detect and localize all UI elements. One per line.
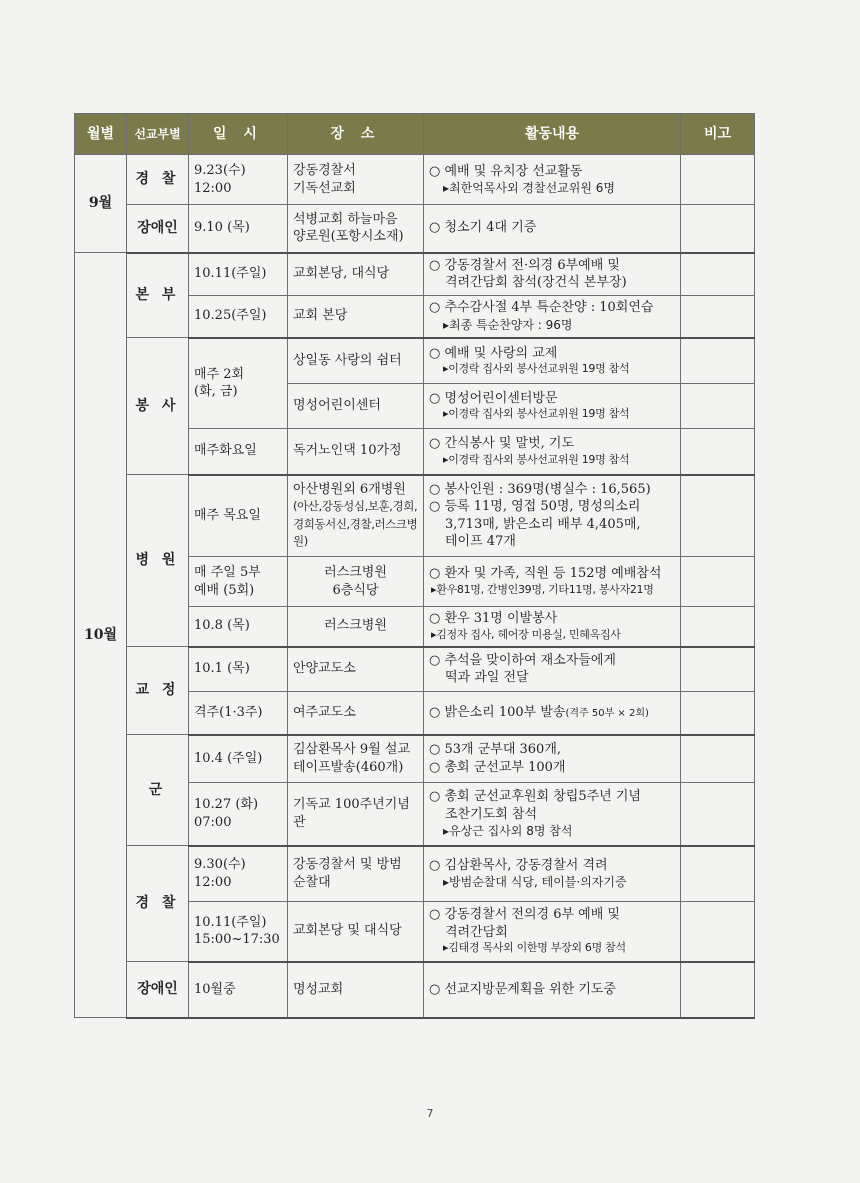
table-row <box>75 338 755 384</box>
place-cell: 기독교 100주년기념관 <box>288 783 424 846</box>
note-cell <box>681 205 755 253</box>
header-datetime: 일 시 <box>189 114 288 155</box>
note-cell <box>681 962 755 1018</box>
activity-cell: ○ 53개 군부대 360개, ○ 총회 군선교부 100개 <box>424 735 681 783</box>
activity-cell: ○ 환자 및 가족, 직원 등 152명 예배참석 ▸환우81명, 간병인39명, 기타11명, 봉사자21명 <box>424 557 681 607</box>
date-cell: 9.23(수) 12:00 <box>189 155 288 205</box>
date-cell: 10월중 <box>189 962 288 1018</box>
note-cell <box>681 902 755 962</box>
date-cell: 10.25(주일) <box>189 296 288 338</box>
table-row <box>75 962 755 1018</box>
activity-cell: ○ 환우 31명 이발봉사 ▸김정자 집사, 헤어장 미용실, 민혜옥집사 <box>424 607 681 647</box>
header-activity: 활동내용 <box>424 114 681 155</box>
date-cell: 격주(1·3주) <box>189 692 288 735</box>
date-cell: 매주화요일 <box>189 429 288 475</box>
note-cell <box>681 384 755 429</box>
date-cell: 매주 2회 (화, 금) <box>189 338 288 429</box>
note-cell <box>681 783 755 846</box>
note-cell <box>681 253 755 296</box>
category-cell: 군 <box>127 735 189 846</box>
activity-cell: ○ 총회 군선교후원회 창립5주년 기념 조찬기도회 참석 ▸유상근 집사외 8명 참석 <box>424 783 681 846</box>
header-category: 선교부별 <box>127 114 189 155</box>
place-cell: 교회본당, 대식당 <box>288 253 424 296</box>
place-cell: 명성교회 <box>288 962 424 1018</box>
activity-cell: ○ 강동경찰서 전의경 6부 예배 및 격려간담회 ▸김태경 목사외 이한명 부장외 6명 참석 <box>424 902 681 962</box>
note-cell <box>681 735 755 783</box>
activity-cell: ○ 강동경찰서 전·의경 6부예배 및 격려간담회 참석(장건식 본부장) <box>424 253 681 296</box>
table-header-row <box>75 114 755 155</box>
category-cell: 교 정 <box>127 647 189 735</box>
note-cell <box>681 846 755 902</box>
activity-cell: ○ 추수감사절 4부 특순찬양 : 10회연습 ▸최종 특순찬양자 : 96명 <box>424 296 681 338</box>
header-note: 비고 <box>681 114 755 155</box>
category-cell: 봉 사 <box>127 338 189 475</box>
activity-cell: ○ 청소기 4대 기증 <box>424 205 681 253</box>
activity-cell: ○ 명성어린이센터방문 ▸이경락 집사외 봉사선교위원 19명 참석 <box>424 384 681 429</box>
note-cell <box>681 296 755 338</box>
place-cell: 석병교회 하늘마음 양로원(포항시소재) <box>288 205 424 253</box>
note-cell <box>681 338 755 384</box>
date-cell: 매주 목요일 <box>189 475 288 557</box>
date-cell: 10.1 (목) <box>189 647 288 692</box>
activity-cell: ○ 추석을 맞이하여 재소자들에게 떡과 과일 전달 <box>424 647 681 692</box>
category-cell: 장애인 <box>127 205 189 253</box>
place-cell: 여주교도소 <box>288 692 424 735</box>
place-cell: 독거노인댁 10가정 <box>288 429 424 475</box>
note-cell <box>681 692 755 735</box>
place-cell: 교회 본당 <box>288 296 424 338</box>
date-cell: 10.8 (목) <box>189 607 288 647</box>
date-cell: 매 주일 5부 예배 (5회) <box>189 557 288 607</box>
date-cell: 10.11(주일) 15:00~17:30 <box>189 902 288 962</box>
table-row <box>75 846 755 902</box>
place-cell: 강동경찰서 기독선교회 <box>288 155 424 205</box>
date-cell: 10.11(주일) <box>189 253 288 296</box>
note-cell <box>681 155 755 205</box>
place-cell: 상일동 사랑의 쉼터 <box>288 338 424 384</box>
place-cell: 강동경찰서 및 방범 순찰대 <box>288 846 424 902</box>
place-cell: 러스크병원 6층식당 <box>288 557 424 607</box>
date-cell: 9.30(수) 12:00 <box>189 846 288 902</box>
date-cell: 10.4 (주일) <box>189 735 288 783</box>
activity-schedule-table <box>74 113 755 1019</box>
category-cell: 병 원 <box>127 475 189 647</box>
activity-cell: ○ 간식봉사 및 말벗, 기도 ▸이경락 집사외 봉사선교위원 19명 참석 <box>424 429 681 475</box>
category-cell: 장애인 <box>127 962 189 1018</box>
place-cell: 김삼환목사 9월 설교 테이프발송(460개) <box>288 735 424 783</box>
category-cell: 본 부 <box>127 253 189 338</box>
header-place: 장 소 <box>288 114 424 155</box>
note-cell <box>681 607 755 647</box>
table-row <box>75 155 755 205</box>
date-cell: 10.27 (화) 07:00 <box>189 783 288 846</box>
note-cell <box>681 557 755 607</box>
activity-cell: ○ 봉사인원 : 369명(병실수 : 16,565) ○ 등록 11명, 영접 50명, 명성의소리 3,713매, 밝은소리 배부 4,405매, 테이프 47개 <box>424 475 681 557</box>
activity-cell: ○ 예배 및 유치장 선교활동 ▸최한억목사외 경찰선교위원 6명 <box>424 155 681 205</box>
place-cell: 교회본당 및 대식당 <box>288 902 424 962</box>
date-cell: 9.10 (목) <box>189 205 288 253</box>
category-cell: 경 찰 <box>127 846 189 962</box>
activity-cell: ○ 밝은소리 100부 발송(격주 50부 × 2회) <box>424 692 681 735</box>
place-cell: 아산병원외 6개병원 (아산,강동성심,보훈,경희, 경희동서신,경찰,러스크병원) <box>288 475 424 557</box>
table-row <box>75 475 755 557</box>
table-row <box>75 205 755 253</box>
place-cell: 명성어린이센터 <box>288 384 424 429</box>
table-row <box>75 647 755 692</box>
place-cell: 안양교도소 <box>288 647 424 692</box>
table-row <box>75 735 755 783</box>
activity-cell: ○ 선교지방문계획을 위한 기도중 <box>424 962 681 1018</box>
note-cell <box>681 429 755 475</box>
activity-cell: ○ 예배 및 사랑의 교제 ▸이경락 집사외 봉사선교위원 19명 참석 <box>424 338 681 384</box>
note-cell <box>681 647 755 692</box>
month-cell-oct: 10월 <box>75 253 127 1018</box>
note-cell <box>681 475 755 557</box>
activity-cell: ○ 김삼환목사, 강동경찰서 격려 ▸방범순찰대 식당, 테이블·의자기증 <box>424 846 681 902</box>
page-number: 7 <box>426 1107 434 1120</box>
header-month: 월별 <box>75 114 127 155</box>
table-row <box>75 253 755 296</box>
month-cell-sep: 9월 <box>75 155 127 253</box>
place-cell: 러스크병원 <box>288 607 424 647</box>
category-cell: 경 찰 <box>127 155 189 205</box>
